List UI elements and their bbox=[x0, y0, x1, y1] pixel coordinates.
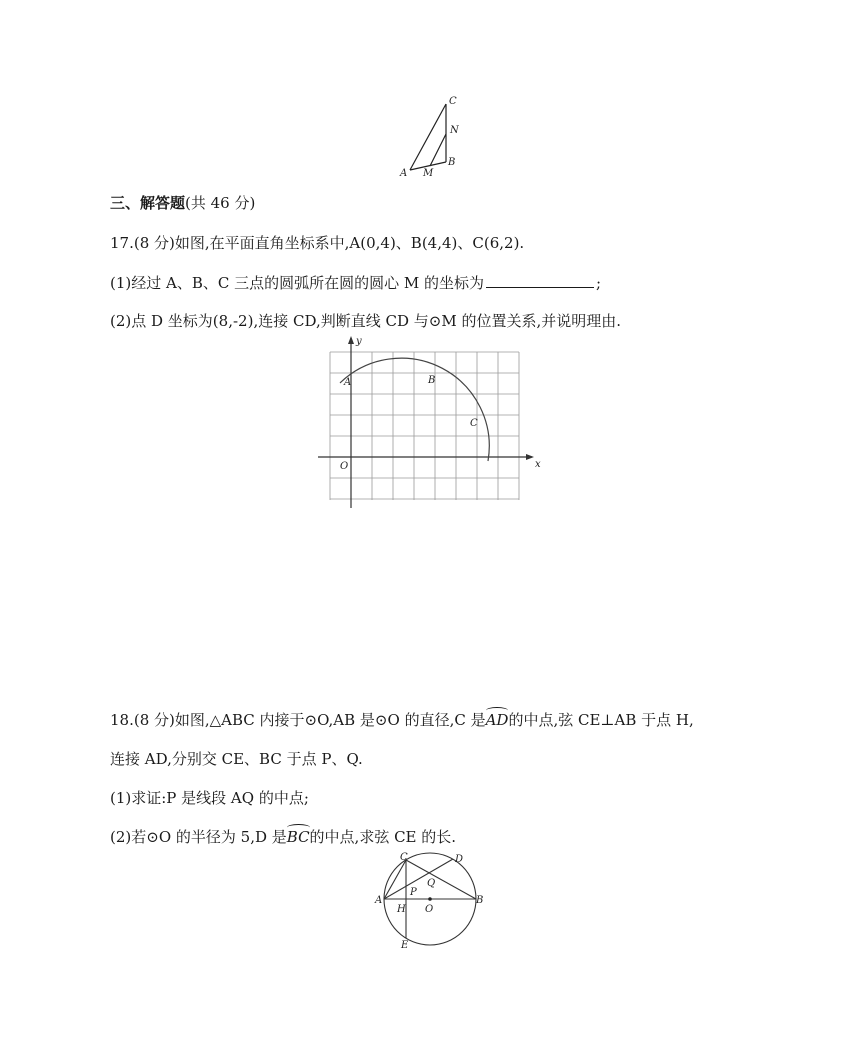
chord-ad bbox=[384, 859, 453, 899]
label-m: M bbox=[423, 168, 434, 179]
x-axis-arrow bbox=[526, 454, 534, 460]
label-p: P bbox=[410, 887, 417, 898]
q18-line2: 连接 AD,分别交 CE、BC 于点 P、Q. bbox=[110, 750, 363, 768]
section-score: (共 46 分) bbox=[185, 194, 256, 212]
q18-part2-text: (2)若⊙O 的半径为 5,D 是 bbox=[110, 828, 287, 846]
section-title: 三、解答题 bbox=[110, 194, 186, 212]
label-a: A bbox=[400, 168, 408, 179]
circle-arc bbox=[340, 358, 489, 461]
label-b: B bbox=[476, 895, 484, 906]
label-c: C bbox=[400, 852, 408, 863]
label-x: x bbox=[535, 459, 541, 470]
chord-ac bbox=[384, 860, 406, 899]
label-c: C bbox=[449, 96, 457, 107]
arc-bc: BC bbox=[286, 828, 310, 846]
label-q: Q bbox=[427, 878, 436, 889]
q18-part2 bbox=[110, 827, 456, 847]
q18-line1 bbox=[110, 710, 694, 730]
label-c: C bbox=[470, 418, 478, 429]
label-a: A bbox=[375, 895, 383, 906]
label-b: B bbox=[448, 157, 456, 168]
label-b: B bbox=[428, 375, 436, 386]
label-y: y bbox=[356, 336, 362, 347]
q18-part1: (1)求证:P 是线段 AQ 的中点; bbox=[110, 789, 309, 807]
q17-part2: (2)点 D 坐标为(8,-2),连接 CD,判断直线 CD 与⊙M 的位置关系,并说明理由. bbox=[110, 312, 621, 330]
label-e: E bbox=[401, 940, 409, 951]
label-o: O bbox=[340, 461, 349, 472]
segment-mn bbox=[430, 134, 446, 166]
circle-o bbox=[384, 853, 476, 945]
center-point bbox=[428, 897, 432, 901]
y-axis-arrow bbox=[348, 336, 354, 344]
q18-line1-text: 18.(8 分)如图,△ABC 内接于⊙O,AB 是⊙O 的直径,C 是 bbox=[110, 711, 486, 729]
q18-line1-end: 的中点,弦 CE⊥AB 于点 H, bbox=[508, 711, 694, 729]
label-a: A bbox=[344, 377, 352, 388]
answer-blank[interactable] bbox=[486, 272, 594, 288]
q17-stem: 17.(8 分)如图,在平面直角坐标系中,A(0,4)、B(4,4)、C(6,2). bbox=[110, 234, 525, 252]
q17-part1 bbox=[110, 272, 601, 293]
q17-part1-text: (1)经过 A、B、C 三点的圆弧所在圆的圆心 M 的坐标为 bbox=[110, 274, 485, 292]
section-heading bbox=[110, 193, 255, 213]
q18-part2-end: 的中点,求弦 CE 的长. bbox=[309, 828, 457, 846]
label-h: H bbox=[397, 904, 406, 915]
label-n: N bbox=[450, 125, 459, 136]
q17-part1-end: ; bbox=[596, 274, 602, 292]
side-ac bbox=[410, 104, 446, 170]
chord-cb bbox=[406, 860, 476, 899]
label-o: O bbox=[425, 904, 434, 915]
arc-ad: AD bbox=[485, 711, 509, 729]
side-ab bbox=[410, 162, 446, 170]
label-d: D bbox=[455, 854, 464, 865]
